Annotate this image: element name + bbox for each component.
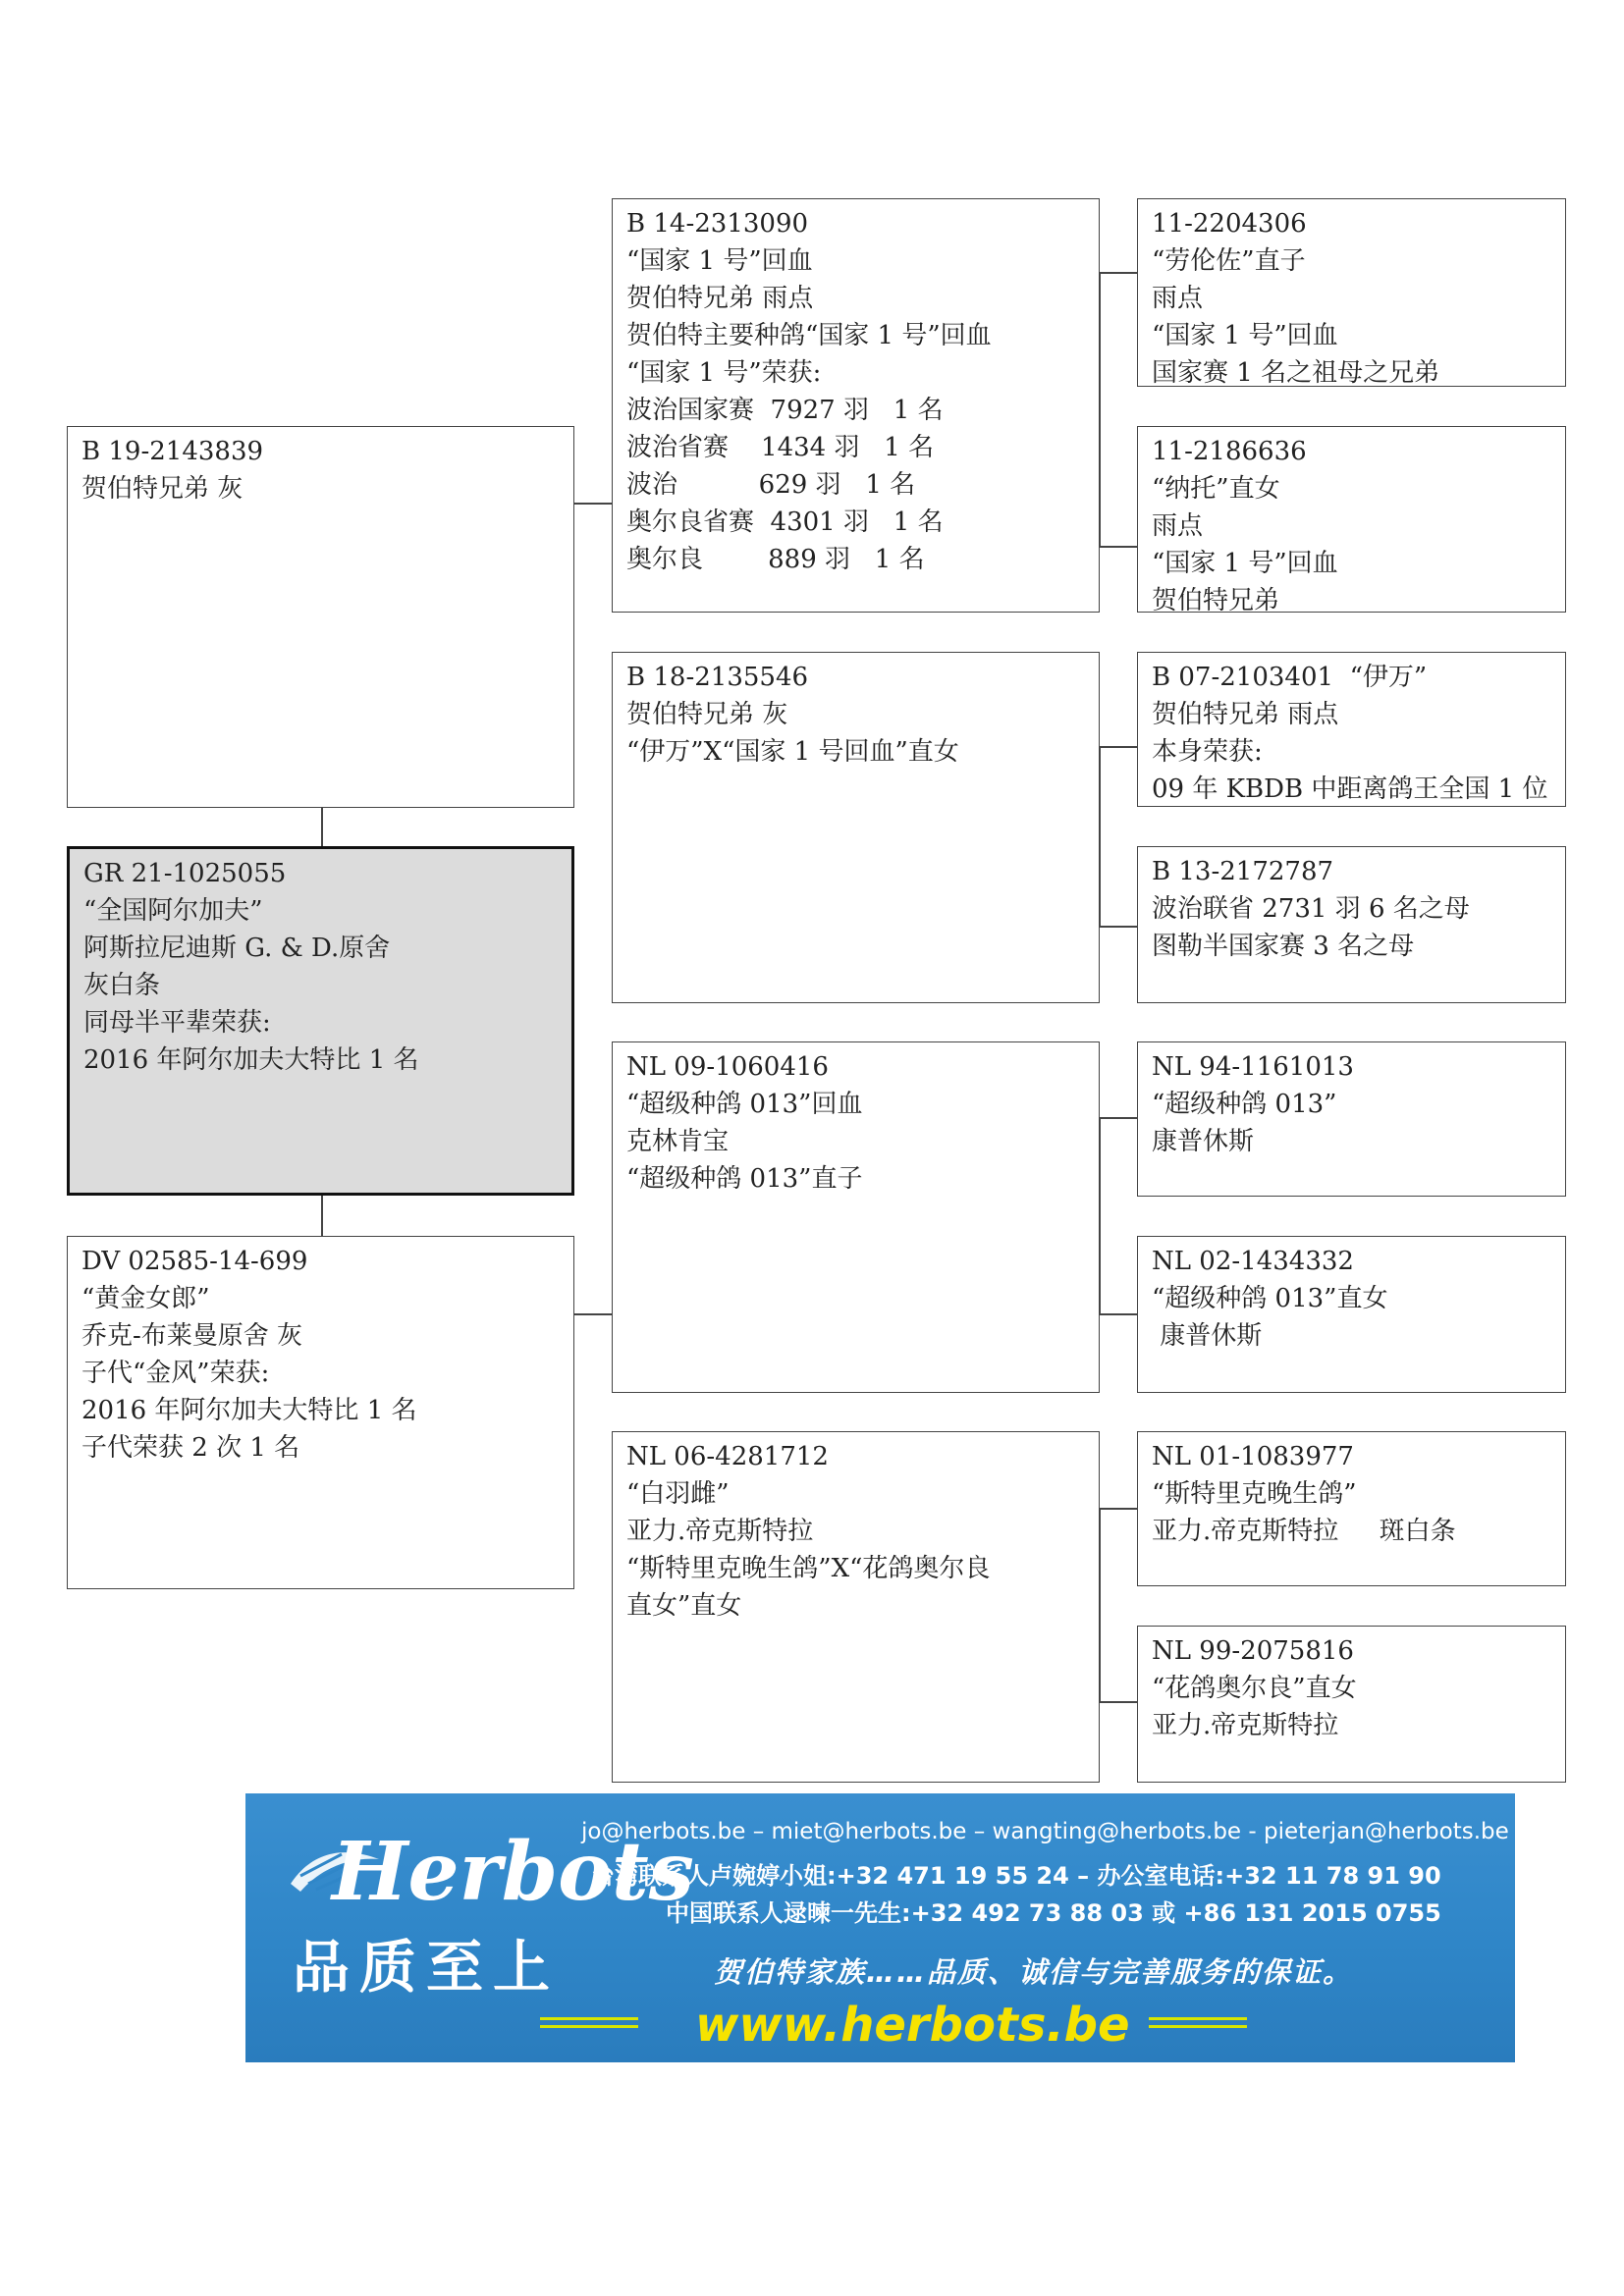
pedigree-line: 子代“金风”荣获: [81,1359,270,1388]
pedigree-line: 克林肯宝 [626,1127,730,1156]
decor-line [540,2017,638,2020]
decor-line [1149,2025,1247,2028]
pedigree-line: “超级种鸽 013”直女 [1152,1284,1388,1313]
pedigree-line: “斯特里克晚生鸽” [1152,1479,1357,1509]
pedigree-line: “超级种鸽 013” [1152,1090,1337,1119]
pedigree-line: 贺伯特兄弟 灰 [81,474,244,504]
ds-sire-card [1137,1041,1566,1197]
pedigree-line: B 07-2103401 “伊万” [1152,663,1428,692]
pedigree-line: “白羽雌” [626,1479,730,1509]
pedigree-line: 贺伯特兄弟 [1152,586,1280,615]
connector [321,807,323,846]
pedigree-line: “斯特里克晚生鸽”X“花鸽奥尔良 [626,1554,991,1583]
pedigree-line: 波治 629 羽 1 名 [626,470,916,500]
pedigree-line: 11-2186636 [1152,437,1307,466]
sire-card [67,426,574,808]
pedigree-line: 直女”直女 [626,1591,742,1621]
pedigree-line: “全国阿尔加夫” [83,896,263,926]
pedigree-line: “花鸽奥尔良”直女 [1152,1674,1357,1703]
taiwan-contact: 台湾联系人卢婉婷小姐:+32 471 19 55 24 – 办公室电话:+32 11 78 91 90 [591,1862,1441,1890]
pedigree-line: 子代荣获 2 次 1 名 [81,1433,300,1463]
ss-sire-card [1137,198,1566,387]
pedigree-line: B 19-2143839 [81,437,264,466]
pedigree-line: 贺伯特主要种鸽“国家 1 号”回血 [626,321,992,350]
pedigree-line: “伊万”X“国家 1 号回血”直女 [626,737,959,767]
pedigree-line: 雨点 [1152,284,1204,313]
pedigree-line: NL 09-1060416 [626,1052,829,1082]
pedigree-line: 同母半平辈荣获: [83,1008,271,1038]
china-contact: 中国联系人逯暕一先生:+32 492 73 88 03 或 +86 131 2015 0755 [666,1899,1441,1927]
motto: 贺伯特家族……品质、诚信与完善服务的保证。 [714,1955,1354,1989]
connector [1099,272,1138,274]
pedigree-line: B 14-2313090 [626,209,809,239]
ds-dam-card [1137,1236,1566,1393]
pedigree-line: “国家 1 号”回血 [1152,549,1338,578]
connector [573,503,613,505]
pedigree-line: 亚力.帝克斯特拉 [626,1517,814,1546]
pedigree-line: 2016 年阿尔加夫大特比 1 名 [81,1396,417,1425]
website-link[interactable]: www.herbots.be [695,1998,1130,2053]
slogan: 品质至上 [293,1934,561,2001]
pedigree-line: NL 02-1434332 [1152,1247,1354,1276]
dd-sire-card [1137,1431,1566,1586]
pedigree-line: DV 02585-14-699 [81,1247,308,1276]
pedigree-line: NL 99-2075816 [1152,1636,1354,1666]
herbots-logo [271,1815,694,1923]
sd-dam-card [1137,846,1566,1003]
connector [1099,926,1138,928]
pedigree-line: 贺伯特兄弟 灰 [626,700,788,729]
pedigree-line: “劳伦佐”直子 [1152,246,1306,276]
pedigree-line: 雨点 [1152,511,1204,541]
pedigree-line: GR 21-1025055 [83,859,287,888]
pedigree-line: 本身荣获: [1152,737,1263,767]
dd-dam-card [1137,1626,1566,1783]
pedigree-line: 贺伯特兄弟 雨点 [1152,700,1339,729]
sire-sire-card [612,198,1100,613]
pedigree-line: 波治国家赛 7927 羽 1 名 [626,396,944,425]
pedigree-line: 奥尔良省赛 4301 羽 1 名 [626,507,944,537]
pedigree-line: “超级种鸽 013”回血 [626,1090,863,1119]
logo-text: Herbots [332,1825,694,1919]
ss-dam-card [1137,426,1566,613]
pedigree-line: 奥尔良 889 羽 1 名 [626,545,925,574]
dam-card [67,1236,574,1589]
pedigree-line: 11-2204306 [1152,209,1307,239]
dam-dam-card [612,1431,1100,1783]
sire-dam-card [612,652,1100,1003]
pedigree-line: NL 01-1083977 [1152,1442,1354,1471]
pedigree-line: 贺伯特兄弟 雨点 [626,284,814,313]
pedigree-line: 图勒半国家赛 3 名之母 [1152,932,1415,961]
pedigree-line: “超级种鸽 013”直子 [626,1164,863,1194]
pedigree-line: 阿斯拉尼迪斯 G. & D.原舍 [83,934,391,963]
pedigree-line: 灰白条 [83,971,161,1000]
subject-card [67,846,574,1196]
pedigree-line: 亚力.帝克斯特拉 斑白条 [1152,1517,1456,1546]
pedigree-line: 2016 年阿尔加夫大特比 1 名 [83,1045,419,1075]
email-list: jo@herbots.be – miet@herbots.be – wangting@herbots.be - pieterjan@herbots.be [581,1819,1509,1844]
pedigree-line: 康普休斯 [1152,1127,1255,1156]
pedigree-line: 乔克-布莱曼原舍 灰 [81,1321,303,1351]
connector [321,1195,323,1236]
pedigree-line: “黄金女郎” [81,1284,210,1313]
connector [1099,1508,1138,1510]
pedigree-line: B 13-2172787 [1152,857,1334,886]
pedigree-line: NL 94-1161013 [1152,1052,1354,1082]
pedigree-line: 波治联省 2731 羽 6 名之母 [1152,894,1470,924]
decor-line [540,2025,638,2028]
connector [1099,746,1138,748]
pedigree-line: 波治省赛 1434 羽 1 名 [626,433,935,462]
contact-banner [245,1793,1515,2062]
connector [1099,1313,1138,1315]
pedigree-line: 亚力.帝克斯特拉 [1152,1711,1339,1740]
pedigree-line: 康普休斯 [1152,1321,1263,1351]
decor-line [1149,2017,1247,2020]
connector [1099,546,1138,548]
pedigree-line: B 18-2135546 [626,663,809,692]
dam-sire-card [612,1041,1100,1393]
connector [1099,1117,1138,1119]
pedigree-line: “国家 1 号”回血 [626,246,813,276]
pedigree-line: 09 年 KBDB 中距离鸽王全国 1 位 [1152,774,1548,804]
connector [573,1313,613,1315]
pedigree-line: “国家 1 号”回血 [1152,321,1338,350]
pedigree-line: NL 06-4281712 [626,1442,829,1471]
pedigree-line: “纳托”直女 [1152,474,1280,504]
pedigree-line: 国家赛 1 名之祖母之兄弟 [1152,358,1440,388]
connector [1099,1701,1138,1703]
pedigree-line: “国家 1 号”荣获: [626,358,822,388]
sd-sire-card [1137,652,1566,807]
